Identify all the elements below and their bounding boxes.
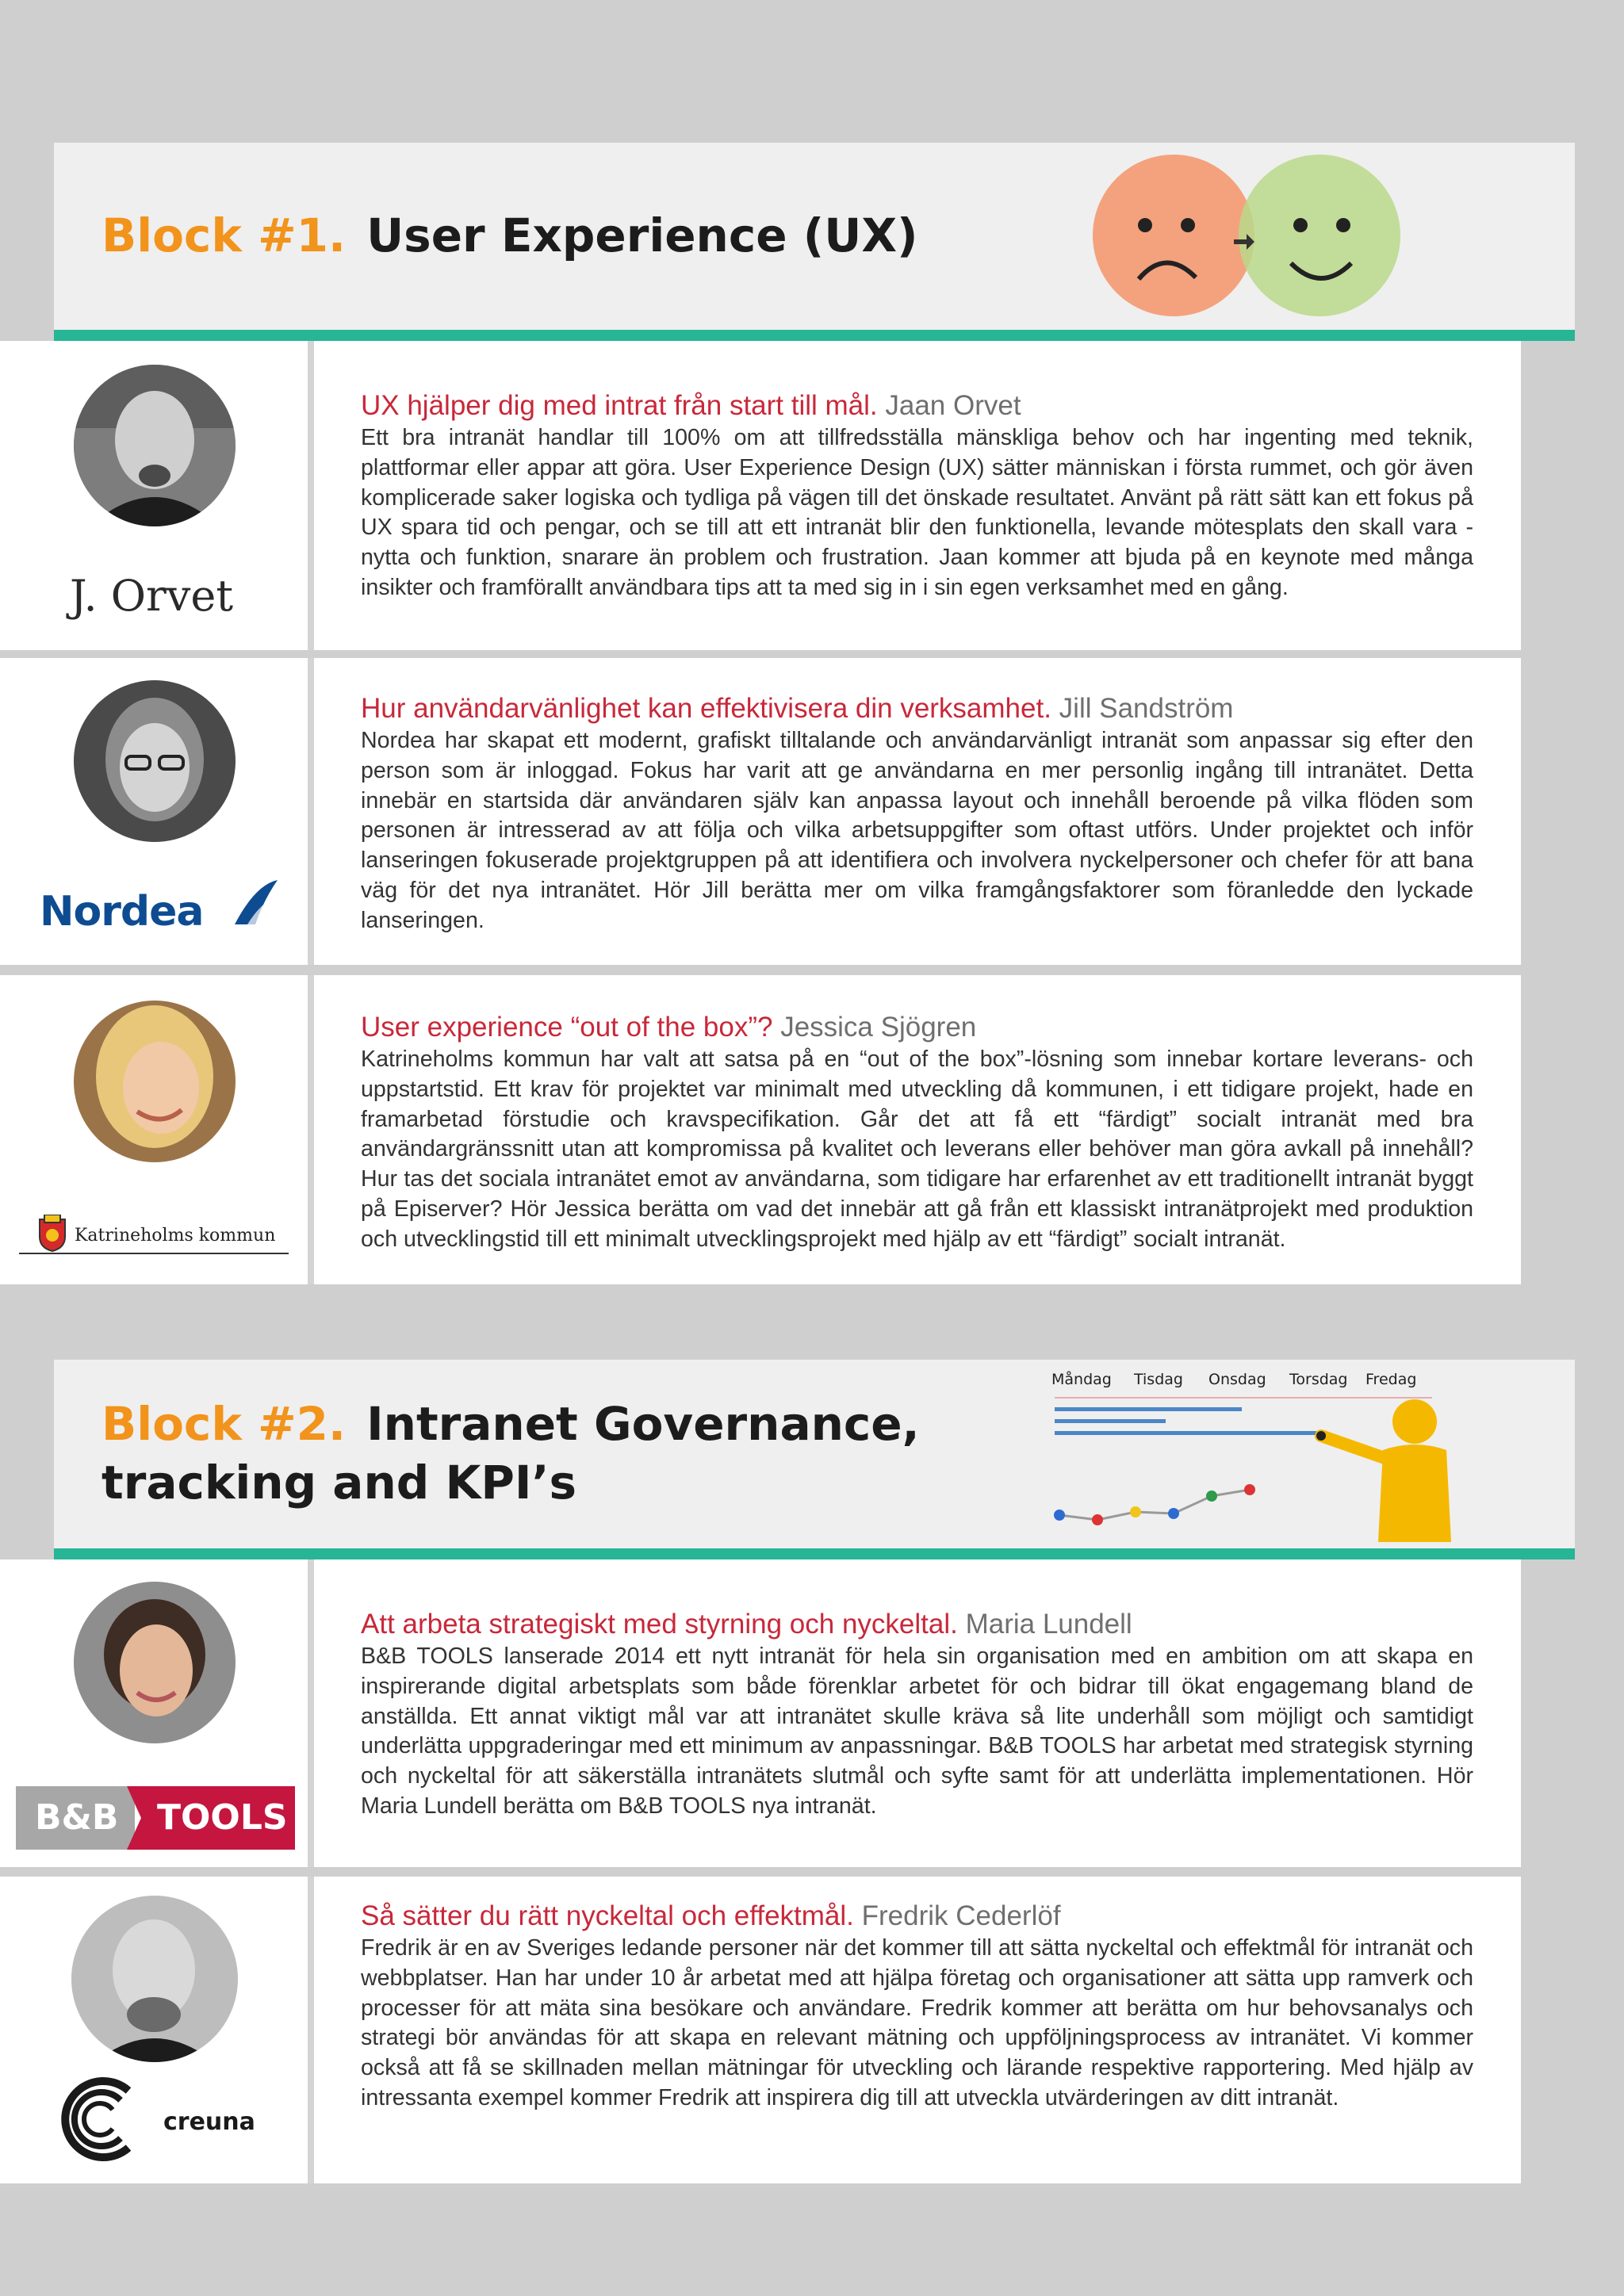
nordea-sail-icon (232, 877, 279, 928)
block-2-title (102, 1395, 920, 1512)
talk-5-speaker: Fredrik Cederlöf (861, 1900, 1061, 1931)
talk-row-1-content (361, 390, 1473, 603)
talk-row-3 (0, 975, 1521, 1284)
talk-row-2-speaker-panel (0, 658, 314, 965)
talk-row-5-content (361, 1900, 1473, 2114)
tracking-illustration (1051, 1371, 1496, 1548)
talk-2-title: Hur användarvänlighet kan effektivisera din verksamhet. (361, 693, 1051, 724)
sad-to-happy-faces-icon (1093, 152, 1410, 319)
progress-chart-figure-icon (1051, 1395, 1496, 1548)
talk-row-3-content (361, 1012, 1473, 1255)
talk-row-1-speaker-panel (0, 341, 314, 650)
speaker-photo-jessica-sjogren (74, 1001, 236, 1162)
talk-4-body: B&B TOOLS lanserade 2014 ett nytt intranät för hela sin organisation med en ambition om att skapa en inspirerande digital arbetsplats som både förenklar arbetet för och bidrar till ökat engagemang bland de anställda. Ett annat viktigt mål var att intranätet skulle kräva så lite underhåll som möjligt och samtidigt underlätta uppgraderingar med ett minimum av anpassningar. B&B TOOLS har arbetat med strategisk styrning och nyckeltal för att säkerställa intranätets slutmål och syfte samt för att underlätta implementationen. Hör Maria Lundell berätta om B&B TOOLS nya intranät. (361, 1644, 1473, 1819)
block-1-header (54, 143, 1575, 341)
logo-katrineholms-text: Katrineholms kommun (75, 1226, 276, 1246)
logo-creuna-text: creuna (163, 2108, 255, 2136)
talk-5-body: Fredrik är en av Sveriges ledande personer när det kommer till att sätta nyckeltal och effektmål för intranät och webbplatser. Han har under 10 år arbetat med att hjälpa företag och organisationer att sätta upp ramverk och processer för att mäta sina besökare och användare. Fredrik kommer att berätta om hur behovsanalys och strategi bör användas för att skapa en relevant mätning och uppföljningsprocess av intranätet. Vi kommer också att få se skillnaden mellan mätningar för utveckling och lärande respektive rapportering. Med hjälp av intressanta exempel kommer Fredrik att inspirera dig till att utveckla utvärderingen av ditt intranät. (361, 1935, 1473, 2110)
block-1-title (102, 206, 918, 265)
block-2 (54, 1360, 1575, 1559)
speaker-photo-fredrik-cederlof (71, 1896, 238, 2062)
talk-2-speaker: Jill Sandström (1059, 693, 1234, 724)
talk-row-2-content (361, 693, 1473, 936)
speaker-photo-jaan-orvet (74, 365, 236, 526)
logo-creuna (56, 2073, 293, 2168)
speaker-photo-jill-sandstrom (74, 680, 236, 842)
block-2-title-line1: Intranet Governance, (366, 1397, 920, 1451)
logo-nordea (40, 888, 203, 936)
talk-3-title: User experience “out of the box”? (361, 1012, 773, 1043)
talk-5-heading (361, 1900, 1473, 1932)
day-tuesday: Tisdag (1134, 1371, 1183, 1388)
block-2-number: Block #2. (102, 1397, 347, 1451)
day-wednesday: Onsdag (1208, 1371, 1266, 1388)
logo-bb-text: B&B (35, 1797, 119, 1838)
talk-3-heading (361, 1012, 1473, 1043)
block-1 (54, 143, 1575, 341)
day-thursday: Torsdag (1289, 1371, 1348, 1388)
talk-1-title: UX hjälper dig med intrat från start till mål. (361, 390, 878, 421)
creuna-logo-icon (56, 2073, 144, 2165)
katrineholm-crest-icon (36, 1215, 68, 1253)
block-2-header (54, 1360, 1575, 1559)
talk-4-title: Att arbeta strategiskt med styrning och nyckeltal. (361, 1609, 958, 1640)
talk-row-3-speaker-panel (0, 975, 314, 1284)
talk-row-4-speaker-panel (0, 1559, 314, 1867)
talk-row-5-speaker-panel (0, 1877, 314, 2183)
talk-row-4 (0, 1559, 1521, 1867)
block-2-title-line2: tracking and KPI’s (102, 1456, 577, 1510)
talk-4-heading (361, 1609, 1473, 1640)
logo-tools-text: TOOLS (157, 1797, 288, 1838)
talk-4-speaker: Maria Lundell (965, 1609, 1132, 1640)
talk-1-speaker: Jaan Orvet (885, 390, 1021, 421)
logo-j-orvet: J. Orvet (70, 571, 234, 621)
talk-1-body: Ett bra intranät handlar till 100% om att tillfredsställa mänskliga behov och har ingenting med teknik, plattformar eller appar att göra. User Experience Design (UX) sätter människan i första rummet, och gör även komplicerade saker logiska och tydliga på vägen till det önskade resultatet. Använt på rätt sätt kan ett fokus på UX spara tid och pengar, och se till att ett intranät blir den funktionella, levande mötesplats den skall vara - nytta och funktion, snarare än problem och frustration. Jaan kommer att bjuda på en keynote med många insikter och framförallt användbara tips att ta med sig in i sin egen verksamhet med en gång. (361, 425, 1473, 600)
talk-3-body: Katrineholms kommun har valt att satsa på en “out of the box”-lösning som innebar kortare leverans- och uppstartstid. Ett krav för projektet var minimalt med utveckling då kommunen, i ett tidigare projekt, hade en framarbetad förstudie och kravspecifikation. Går det att få ett “färdigt” socialt intranät med bra användargränssnitt utan att kompromissa på kvalitet och leverans eller behöver man göra avkall på innehåll? Hur tas det sociala intranätet emot av användarna, som tidigare har erfarenhet av ett traditionellt intranät byggt på Episerver? Hör Jessica berätta om vad det innebär att gå från ett klassiskt intranätprojekt med produktion och utvecklingstid till ett minimalt utvecklingsprojekt med hjälp av ett “färdigt” socialt intranät. (361, 1047, 1473, 1252)
logo-underline (19, 1253, 289, 1254)
logo-katrineholms-kommun (19, 1221, 289, 1256)
logo-nordea-text: Nordea (40, 888, 204, 936)
block-1-title-text: User Experience (UX) (366, 209, 918, 262)
talk-2-heading (361, 693, 1473, 725)
talk-2-body: Nordea har skapat ett modernt, grafiskt tilltalande och användarvänligt intranät som anpassar sig efter den person som är inloggad. Fokus har varit att ge användarna en mer personlig ingång till intranätet. Detta innebär en startsida där användaren själv kan anpassa layout och innehåll beroende på vilka flöden som personen är intresserad av att följa och vilka arbetsuppgifter som oftast utförs. Under projektet och inför lanseringen fokuserade projektgruppen på att identifiera och involvera nyckelpersoner och chefer för att bana väg för det nya intranätet. Hör Jill berätta mer om vilka framgångsfaktorer som föranledde den lyckade lanseringen. (361, 728, 1473, 933)
talk-5-title: Så sätter du rätt nyckeltal och effektmål. (361, 1900, 854, 1931)
logo-bb-tools (16, 1786, 295, 1850)
talk-row-1 (0, 341, 1521, 650)
day-friday: Fredag (1365, 1371, 1417, 1388)
talk-row-2 (0, 658, 1521, 965)
talk-3-speaker: Jessica Sjögren (780, 1012, 977, 1043)
speaker-photo-maria-lundell (74, 1582, 236, 1743)
talk-row-5 (0, 1877, 1521, 2183)
talk-row-4-content (361, 1609, 1473, 1822)
block-1-number: Block #1. (102, 209, 347, 262)
day-monday: Måndag (1051, 1371, 1112, 1388)
talk-1-heading (361, 390, 1473, 422)
